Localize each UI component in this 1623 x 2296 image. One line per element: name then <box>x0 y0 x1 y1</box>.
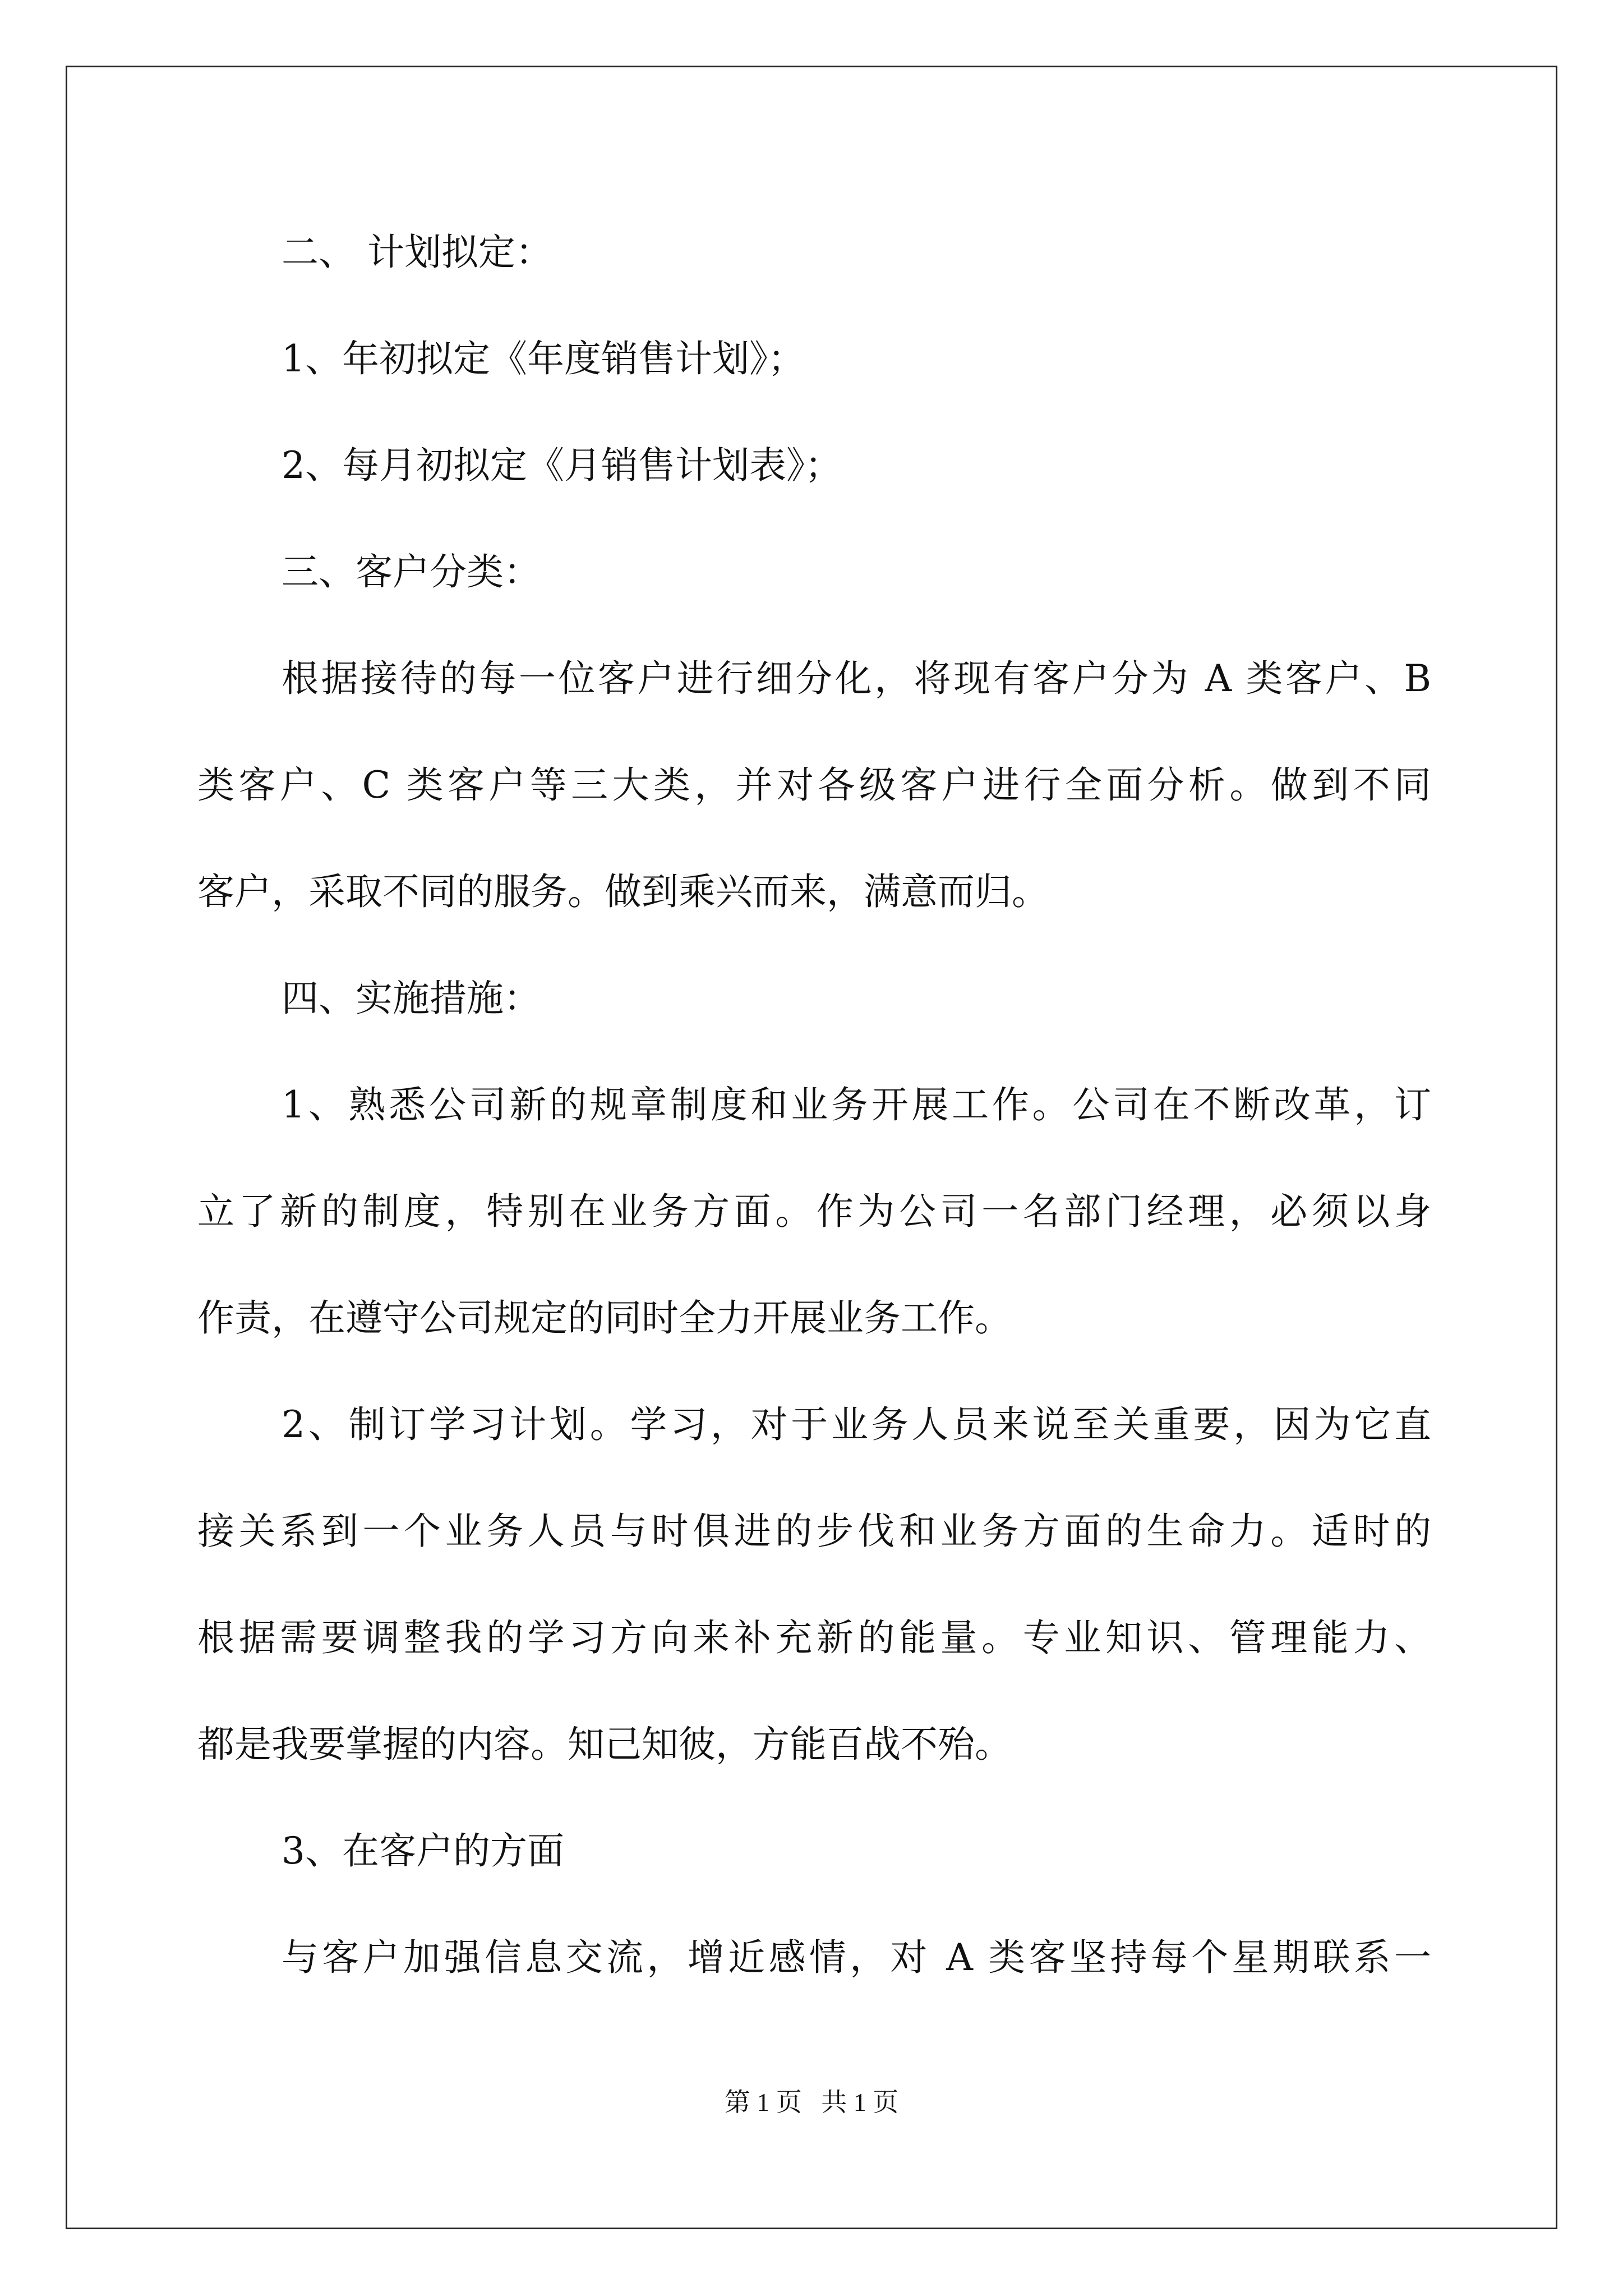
plan-item-1: 1、年初拟定《年度销售计划》； <box>282 337 805 380</box>
paragraph-line: 作责，在遵守公司规定的同时全力开展业务工作。 <box>197 1296 1012 1340</box>
paragraph-line: 与客户加强信息交流，增近感情，对 A 类客坚持每个星期联系一 <box>282 1936 1431 1979</box>
paragraph-line: 1、熟悉公司新的规章制度和业务开展工作。公司在不断改革，订 <box>282 1083 1431 1126</box>
paragraph-line: 接关系到一个业务人员与时俱进的步伐和业务方面的生命力。适时的 <box>197 1510 1431 1553</box>
paragraph-line: 都是我要掌握的内容。知己知彼，方能百战不殆。 <box>197 1723 1012 1766</box>
section-heading-plan: 二、 计划拟定： <box>282 231 552 274</box>
section-heading-measures: 四、实施措施： <box>282 977 541 1020</box>
section-heading-customers: 三、客户分类： <box>282 550 541 593</box>
page-border <box>66 66 1557 2229</box>
paragraph-line: 类客户、C 类客户等三大类，并对各级客户进行全面分析。做到不同 <box>197 763 1431 807</box>
paragraph-line: 客户，采取不同的服务。做到乘兴而来，满意而归。 <box>197 870 1049 913</box>
page-number-footer: 第 1 页 共 1 页 <box>724 2088 899 2116</box>
paragraph-line: 2、制订学习计划。学习，对于业务人员来说至关重要，因为它直 <box>282 1403 1431 1446</box>
paragraph-line: 立了新的制度，特别在业务方面。作为公司一名部门经理，必须以身 <box>197 1190 1431 1233</box>
subheading-customers-aspect: 3、在客户的方面 <box>282 1829 564 1872</box>
plan-item-2: 2、每月初拟定《月销售计划表》； <box>282 444 842 487</box>
paragraph-line: 根据需要调整我的学习方向来补充新的能量。专业知识、管理能力、 <box>197 1616 1431 1659</box>
paragraph-line: 根据接待的每一位客户进行细分化，将现有客户分为 A 类客户、B <box>282 657 1431 700</box>
